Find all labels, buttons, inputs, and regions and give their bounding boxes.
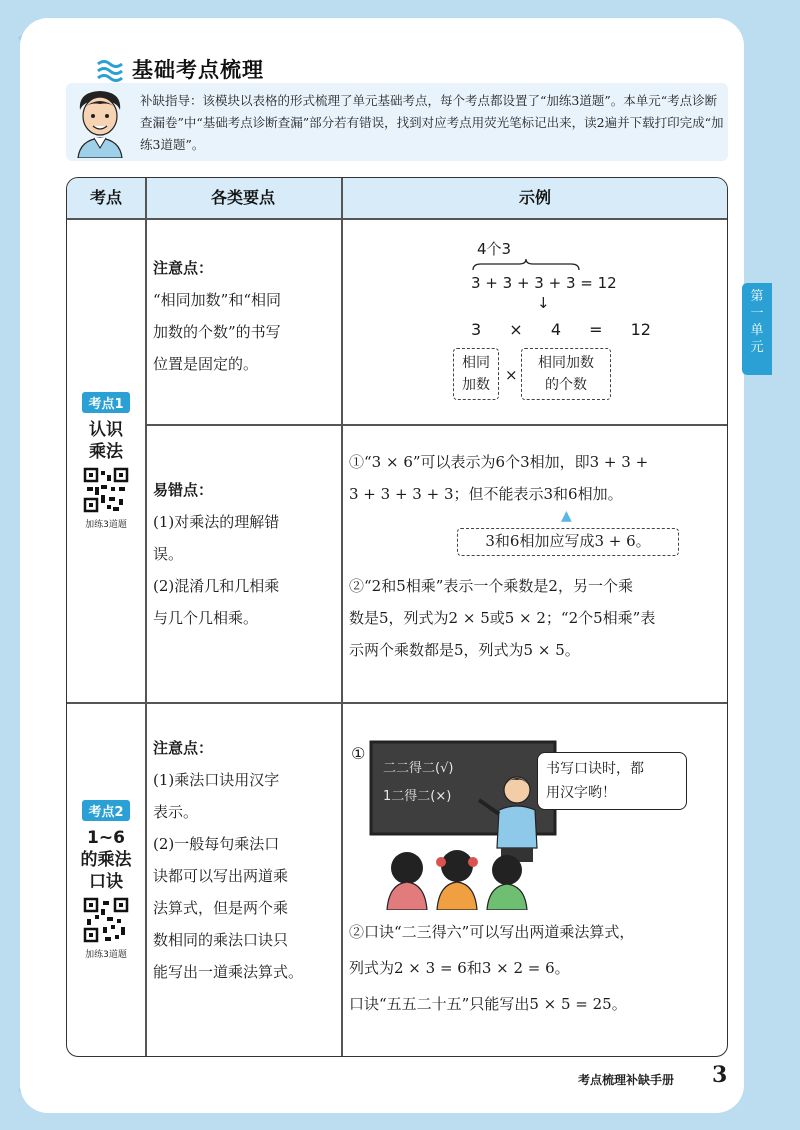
error-line: (1)对乘法的理解错 [153,513,280,531]
note-line: 能写出一道乘法算式。 [153,963,304,981]
guide-text: 补缺指导：该模块以表格的形式梳理了单元基础考点，每个考点都设置了“加练3道题”。本单元“考点诊断查漏卷”中“基础考点诊断查漏”部分若有错误，找到对应考点用荧光笔标记出来，读2遍并下载打印完成“加练3道题”。 [140,93,724,152]
kp2-note [153,732,339,988]
classroom-illustration [367,738,559,910]
boy-avatar-icon [70,86,130,158]
kp2-title-line: 1~6 [87,828,125,848]
speech-bubble [537,752,687,810]
box-same-addend [453,348,499,400]
qr-label: 加练3道题 [85,520,127,530]
note-line: 数相同的乘法口诀只 [153,931,289,949]
box-line: 加数 [462,377,490,393]
grid-line [67,702,728,704]
board-line: 二二得二(√) [383,761,454,776]
grid-line [145,424,728,426]
bubble-line: 书写口诀时，都 [546,761,644,777]
unit-tab-char: 第 [750,289,764,304]
example-line: ①“3 × 6”可以表示为6个3相加，即3 + 3 + [349,453,649,471]
brace-label: 4个3 [477,240,512,258]
box-line: 相同加数 [538,355,594,371]
header-points: 各类要点 [210,188,275,207]
qr-label: 加练3道题 [85,950,127,960]
note-line: 诀都可以写出两道乘 [153,867,289,885]
note-heading: 注意点： [153,739,214,757]
section-title-text: 基础考点梳理 [132,58,264,82]
wave-icon [96,56,126,82]
note-line: 加数的个数”的书写 [153,323,281,341]
note-line: (2)一般每句乘法口 [153,835,280,853]
example-line: ②“2和5相乘”表示一个乘数是2，另一个乘 [349,577,633,595]
note-line: 位置是固定的。 [153,355,259,373]
mult-token: 12 [630,320,651,339]
kp1-badge: 考点1 [82,392,129,413]
kp2-title-line: 口诀 [89,872,123,892]
unit-tab-char: 单 [750,323,764,338]
kp1-error [153,474,337,634]
grid-line [341,178,343,1057]
kp2-example-text [349,914,725,1022]
mult-token: × [509,320,523,339]
error-line: (2)混淆几和几相乘 [153,577,280,595]
mult-token: = [589,320,603,339]
kp1-note [153,252,337,380]
hint-box: 3和6相加应写成3 + 6。 [457,528,679,556]
example-line: 数是5，列式为2 × 5或5 × 2；“2个5相乘”表 [349,609,656,627]
example-line: 3 + 3 + 3 + 3；但不能表示3和6相加。 [349,485,623,503]
kp2-title-line: 的乘法 [80,850,132,870]
unit-tab-char: 一 [750,306,764,321]
key-points-table [66,177,728,1057]
circle-one: ① [351,744,366,763]
qr-code-icon[interactable] [83,467,129,513]
qr-code-icon[interactable] [83,897,129,943]
kp2-badge: 考点2 [82,800,129,821]
section-title [96,54,264,84]
box-line: 的个数 [545,377,587,393]
kp2-label [67,800,145,960]
kp1-label [67,392,145,530]
box-line: 相同 [462,355,490,371]
mult-token: 3 [471,320,482,339]
sum-equation: 3 + 3 + 3 + 3 = 12 [471,274,617,292]
note-line: (1)乘法口诀用汉字 [153,771,280,789]
times-sign: × [505,366,518,384]
kp1-title-line: 认识 [89,420,123,440]
header-examples: 示例 [518,188,551,207]
example-line: 口诀“五五二十五”只能写出5 × 5 = 25。 [349,995,627,1013]
kp1-example2-b [349,570,725,666]
kp1-title-line: 乘法 [89,442,123,462]
note-line: 法算式，但是两个乘 [153,899,289,917]
mult-equation [471,320,651,339]
grid-line [67,218,728,220]
grid-line [145,178,147,1057]
unit-tab-char: 元 [750,340,764,355]
footer-text: 考点梳理补缺手册 [578,1073,675,1087]
error-heading: 易错点： [153,481,214,499]
note-line: 表示。 [153,803,199,821]
error-line: 与几个几相乘。 [153,609,259,627]
box-addend-count [521,348,611,400]
bubble-line: 用汉字哟！ [546,785,616,801]
kp1-example2-a [349,446,725,510]
down-arrow-icon: ↓ [537,294,550,312]
error-line: 误。 [153,545,184,563]
unit-tab[interactable] [742,283,772,375]
page-number: 3 [712,1062,728,1088]
example-line: 示两个乘数都是5，列式为5 × 5。 [349,641,580,659]
example-line: 列式为2 × 3 = 6和3 × 2 = 6。 [349,959,570,977]
note-line: “相同加数”和“相同 [153,291,282,309]
example-line: ②口诀“二三得六”可以写出两道乘法算式， [349,923,635,941]
board-line: 1二得二(×) [383,789,452,804]
header-kaodian: 考点 [89,188,122,207]
mult-token: 4 [550,320,561,339]
table-header-row [67,178,728,218]
brace-shape [471,258,581,272]
note-heading: 注意点： [153,259,214,277]
up-arrow-icon: ▲ [561,508,572,524]
